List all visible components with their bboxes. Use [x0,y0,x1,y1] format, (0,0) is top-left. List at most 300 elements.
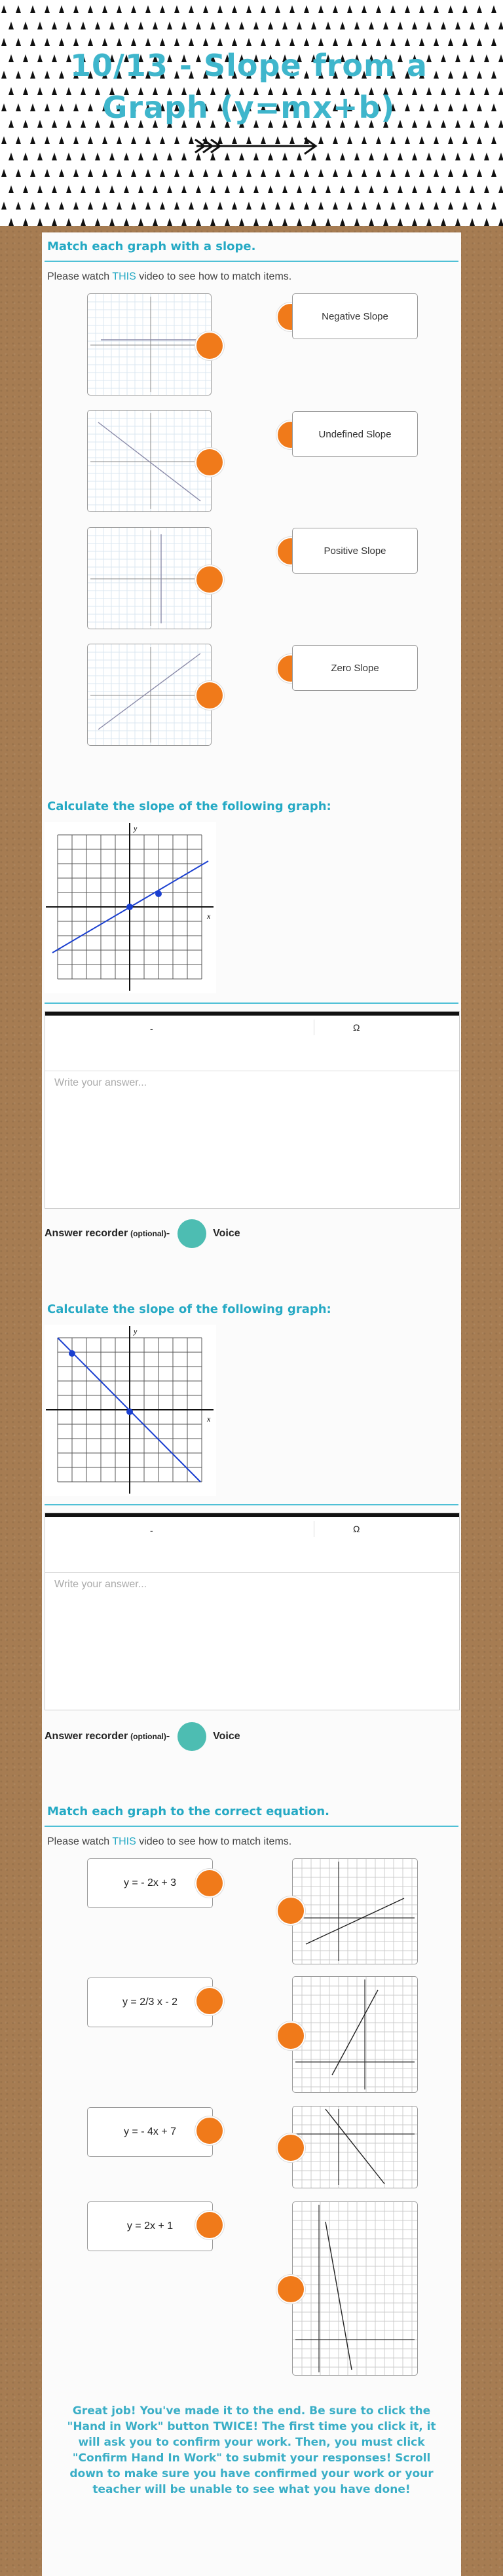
triangle-decoration [225,22,230,29]
triangle-decoration [376,5,381,13]
triangle-decoration [174,136,179,144]
equation-card[interactable]: y = 2x + 1 [87,2201,213,2251]
match-handle[interactable] [276,2275,305,2304]
graph-tile-positive-slope[interactable] [87,644,212,746]
triangle-decoration [412,218,417,226]
triangle-decoration [340,22,345,29]
equation-graph-tile[interactable] [292,2106,418,2188]
triangle-decoration [246,169,252,177]
triangle-decoration [304,5,309,13]
triangle-decoration [45,5,50,13]
recorder-optional: (optional) [130,1732,166,1741]
triangle-decoration [491,5,496,13]
triangle-decoration [426,218,432,226]
triangle-decoration [477,136,482,144]
graph-grid [293,1859,417,1964]
triangle-decoration [124,218,129,226]
triangle-decoration [333,202,338,210]
triangle-decoration [405,136,410,144]
question2-graph [45,1325,216,1496]
triangle-decoration [448,169,453,177]
triangle-decoration [282,185,288,193]
triangle-decoration [304,202,309,210]
recorder-dash: - [166,1731,170,1742]
triangle-decoration [282,22,288,29]
triangle-decoration [138,218,143,226]
triangle-decoration [470,120,475,128]
triangle-decoration [340,153,345,160]
triangle-decoration [23,185,28,193]
answer-placeholder[interactable]: Write your answer... [54,1579,147,1590]
triangle-decoration [318,202,324,210]
triangle-decoration [203,202,208,210]
graph-tile-negative-slope[interactable] [87,410,212,512]
triangle-decoration [160,136,165,144]
triangle-decoration [210,22,215,29]
triangle-decoration [196,218,201,226]
triangle-decoration [138,185,143,193]
triangle-decoration [1,169,7,177]
match-handle[interactable] [195,331,224,360]
triangle-decoration [246,5,252,13]
triangle-decoration [398,218,403,226]
triangle-decoration [225,185,230,193]
triangle-decoration [167,22,172,29]
triangle-decoration [354,153,360,160]
voice-record-button[interactable] [177,1722,206,1751]
triangle-decoration [145,136,151,144]
equation-card[interactable]: y = - 4x + 7 [87,2107,213,2157]
triangle-decoration [124,185,129,193]
graph-vertical-line [88,528,211,629]
triangle-decoration [167,153,172,160]
instruction-text [47,1836,291,1848]
triangle-decoration [484,218,489,226]
triangle-decoration [289,202,295,210]
special-characters-button[interactable]: Ω [353,1524,360,1534]
triangle-decoration [138,22,143,29]
triangle-decoration [189,169,194,177]
triangle-decoration [491,103,496,111]
triangle-decoration [153,22,158,29]
triangle-decoration [210,185,215,193]
triangle-decoration [369,218,374,226]
triangle-decoration [160,202,165,210]
triangle-decoration [434,169,439,177]
triangle-decoration [9,54,14,62]
triangle-decoration [16,71,21,79]
triangle-decoration [376,202,381,210]
triangle-decoration [275,169,280,177]
triangle-decoration [117,169,122,177]
triangle-decoration [174,202,179,210]
recorder-label: Answer recorder [45,1228,128,1239]
triangle-decoration [383,185,388,193]
y-axis-label: y [134,1327,138,1336]
triangle-decoration [30,5,35,13]
triangle-decoration [196,22,201,29]
triangle-decoration [117,5,122,13]
recorder-label: Answer recorder [45,1731,128,1742]
triangle-decoration [189,5,194,13]
triangle-decoration [455,153,460,160]
triangle-decoration [16,5,21,13]
triangle-decoration [434,202,439,210]
triangle-decoration [246,202,252,210]
section-divider [45,261,458,262]
format-dropdown[interactable]: - [150,1525,153,1536]
triangle-decoration [441,218,446,226]
triangle-decoration [268,185,273,193]
triangle-decoration [153,185,158,193]
triangle-decoration [412,185,417,193]
triangle-decoration [405,202,410,210]
triangle-decoration [145,202,151,210]
triangle-decoration [434,136,439,144]
triangle-decoration [419,136,424,144]
voice-label[interactable]: Voice [213,1228,240,1239]
triangle-decoration [124,153,129,160]
triangle-decoration [398,185,403,193]
triangle-decoration [30,169,35,177]
triangle-decoration [23,153,28,160]
triangle-decoration [131,5,136,13]
label-zero-slope[interactable]: Zero Slope [292,645,418,691]
triangle-decoration [390,202,396,210]
triangle-decoration [470,87,475,95]
triangle-decoration [362,136,367,144]
triangle-decoration [37,22,43,29]
triangle-decoration [347,136,352,144]
triangle-decoration [23,120,28,128]
triangle-decoration [491,136,496,144]
triangle-decoration [383,22,388,29]
triangle-decoration [484,22,489,29]
triangle-decoration [81,153,86,160]
triangle-decoration [376,136,381,144]
triangle-decoration [52,153,57,160]
triangle-decoration [52,22,57,29]
triangle-decoration [102,202,107,210]
triangle-decoration [326,218,331,226]
answer-placeholder[interactable]: Write your answer... [54,1077,147,1088]
triangle-decoration [145,5,151,13]
triangle-decoration [73,5,79,13]
triangle-decoration [304,169,309,177]
triangle-decoration [340,185,345,193]
triangle-decoration [167,218,172,226]
triangle-decoration [102,5,107,13]
equation-graph-tile[interactable] [292,1858,418,1964]
triangle-decoration [333,169,338,177]
triangle-decoration [326,185,331,193]
triangle-decoration [59,169,64,177]
triangle-decoration [268,218,273,226]
triangle-decoration [441,153,446,160]
triangle-decoration [477,71,482,79]
triangle-decoration [30,38,35,46]
triangle-decoration [9,22,14,29]
triangle-decoration [109,218,115,226]
triangle-decoration [81,22,86,29]
triangle-decoration [30,202,35,210]
triangle-decoration [9,87,14,95]
triangle-decoration [491,71,496,79]
graph-grid [45,822,216,993]
section-title-match-slope: Match each graph with a slope. [47,240,256,253]
triangle-decoration [174,169,179,177]
editor-toolbar [45,1513,459,1573]
triangle-decoration [462,38,468,46]
triangle-decoration [455,185,460,193]
triangle-decoration [217,169,223,177]
triangle-decoration [491,38,496,46]
triangle-decoration [52,185,57,193]
triangle-decoration [117,202,122,210]
arrow-icon [190,134,321,158]
triangle-decoration [174,5,179,13]
triangle-decoration [470,54,475,62]
triangle-decoration [347,5,352,13]
triangle-decoration [498,218,503,226]
label-negative-slope[interactable]: Negative Slope [292,293,418,339]
triangle-decoration [448,5,453,13]
triangle-decoration [239,185,244,193]
triangle-decoration [470,153,475,160]
triangle-decoration [109,22,115,29]
match-handle[interactable] [276,1896,305,1925]
match-handle[interactable] [195,681,224,710]
triangle-decoration [462,136,468,144]
triangle-decoration [354,22,360,29]
triangle-decoration [462,103,468,111]
triangle-decoration [412,22,417,29]
triangle-decoration [462,5,468,13]
triangle-decoration [477,202,482,210]
triangle-decoration [1,202,7,210]
triangle-decoration [297,218,302,226]
triangle-decoration [462,169,468,177]
triangle-decoration [1,5,7,13]
triangle-decoration [81,185,86,193]
triangle-decoration [95,153,100,160]
match-handle[interactable] [195,2116,224,2145]
match-handle[interactable] [195,2211,224,2239]
video-link[interactable]: THIS [112,271,136,282]
triangle-decoration [95,185,100,193]
match-handle[interactable] [195,565,224,594]
triangle-decoration [261,202,266,210]
triangle-decoration [484,54,489,62]
triangle-decoration [23,22,28,29]
match-handle[interactable] [195,448,224,477]
triangle-decoration [419,202,424,210]
triangle-decoration [253,22,259,29]
triangle-decoration [124,22,129,29]
triangle-decoration [369,153,374,160]
triangle-decoration [203,5,208,13]
triangle-decoration [333,136,338,144]
triangle-decoration [470,218,475,226]
triangle-decoration [16,103,21,111]
triangle-decoration [23,54,28,62]
triangle-decoration [37,218,43,226]
voice-record-button[interactable] [177,1219,206,1248]
triangle-decoration [217,202,223,210]
triangle-decoration [232,5,237,13]
triangle-decoration [498,22,503,29]
triangle-decoration [398,153,403,160]
graph-grid [293,2107,417,2188]
triangle-decoration [275,5,280,13]
triangle-decoration [484,185,489,193]
triangle-decoration [1,103,7,111]
editor-toolbar [45,1012,459,1071]
triangle-decoration [225,218,230,226]
triangle-decoration [9,185,14,193]
triangle-decoration [30,136,35,144]
triangle-decoration [441,22,446,29]
triangle-decoration [354,218,360,226]
triangle-decoration [390,169,396,177]
triangle-decoration [347,169,352,177]
triangle-decoration [131,136,136,144]
match-handle[interactable] [276,2133,305,2162]
triangle-decoration [484,87,489,95]
triangle-decoration [434,5,439,13]
recorder-dash: - [166,1228,170,1239]
triangle-decoration [426,153,432,160]
triangle-decoration [261,5,266,13]
equation-graph-tile[interactable] [292,1976,418,2093]
graph-grid [45,1325,216,1496]
recorder-optional: (optional) [130,1229,166,1238]
triangle-decoration [297,185,302,193]
triangle-decoration [419,5,424,13]
triangle-decoration [9,218,14,226]
graph-grid [293,2202,417,2375]
triangle-decoration [369,185,374,193]
triangle-decoration [181,22,187,29]
page-title: 10/13 - Slope from a Graph (y=mx+b) [70,48,428,125]
special-characters-button[interactable]: Ω [353,1022,360,1033]
triangle-decoration [477,5,482,13]
triangle-decoration [412,153,417,160]
triangle-decoration [1,38,7,46]
label-undefined-slope[interactable]: Undefined Slope [292,411,418,457]
triangle-decoration [109,153,115,160]
triangle-decoration [203,169,208,177]
triangle-decoration [73,169,79,177]
triangle-decoration [470,185,475,193]
equation-card[interactable]: y = - 2x + 3 [87,1858,213,1908]
triangle-decoration [16,136,21,144]
match-handle[interactable] [195,1869,224,1898]
triangle-decoration [160,5,165,13]
triangle-decoration [484,153,489,160]
match-handle[interactable] [195,1987,224,2015]
triangle-decoration [109,185,115,193]
triangle-decoration [347,202,352,210]
format-dropdown[interactable]: - [150,1023,153,1034]
triangle-decoration [181,185,187,193]
triangle-decoration [181,218,187,226]
answer-editor-2[interactable] [45,1513,460,1710]
triangle-decoration [390,136,396,144]
triangle-decoration [261,169,266,177]
triangle-decoration [462,71,468,79]
equation-graph-tile[interactable] [292,2201,418,2376]
section-divider [45,1826,458,1827]
label-positive-slope[interactable]: Positive Slope [292,528,418,574]
triangle-decoration [426,185,432,193]
triangle-decoration [73,202,79,210]
triangle-decoration [253,218,259,226]
triangle-decoration [167,185,172,193]
triangle-decoration [153,218,158,226]
graph-grid [293,1977,417,2092]
answer-recorder-1 [45,1219,240,1248]
triangle-decoration [66,153,71,160]
triangle-decoration [289,169,295,177]
triangle-decoration [354,185,360,193]
answer-editor-1[interactable] [45,1011,460,1209]
triangle-decoration [131,169,136,177]
triangle-decoration [326,22,331,29]
triangle-decoration [9,153,14,160]
triangle-decoration [390,5,396,13]
triangle-decoration [383,218,388,226]
graph-tile-zero-slope[interactable] [87,293,212,396]
triangle-decoration [498,185,503,193]
triangle-decoration [311,185,316,193]
triangle-decoration [462,202,468,210]
equation-card[interactable]: y = 2/3 x - 2 [87,1978,213,2027]
triangle-decoration [45,136,50,144]
voice-label[interactable]: Voice [213,1731,240,1742]
triangle-decoration [253,185,259,193]
triangle-decoration [477,169,482,177]
instruction-suffix: video to see how to match items. [136,1836,292,1847]
triangle-decoration [326,153,331,160]
question1-graph [45,822,216,993]
triangle-decoration [448,202,453,210]
graph-horizontal-line [88,294,211,395]
triangle-decoration [81,218,86,226]
triangle-decoration [383,153,388,160]
triangle-decoration [268,22,273,29]
triangle-decoration [88,136,93,144]
triangle-decoration [484,120,489,128]
video-link[interactable]: THIS [112,1836,136,1847]
x-axis-label: x [207,1414,211,1424]
triangle-decoration [210,218,215,226]
triangle-decoration [318,5,324,13]
triangle-decoration [23,218,28,226]
instruction-prefix: Please watch [47,1836,113,1847]
triangle-decoration [362,202,367,210]
match-handle[interactable] [276,2021,305,2050]
triangle-decoration [102,169,107,177]
triangle-decoration [131,202,136,210]
triangle-decoration [30,71,35,79]
graph-point [126,904,133,910]
graph-tile-undefined-slope[interactable] [87,527,212,629]
triangle-decoration [59,136,64,144]
triangle-decoration [405,169,410,177]
instruction-text [47,271,291,283]
graph-positive-line [88,644,211,745]
